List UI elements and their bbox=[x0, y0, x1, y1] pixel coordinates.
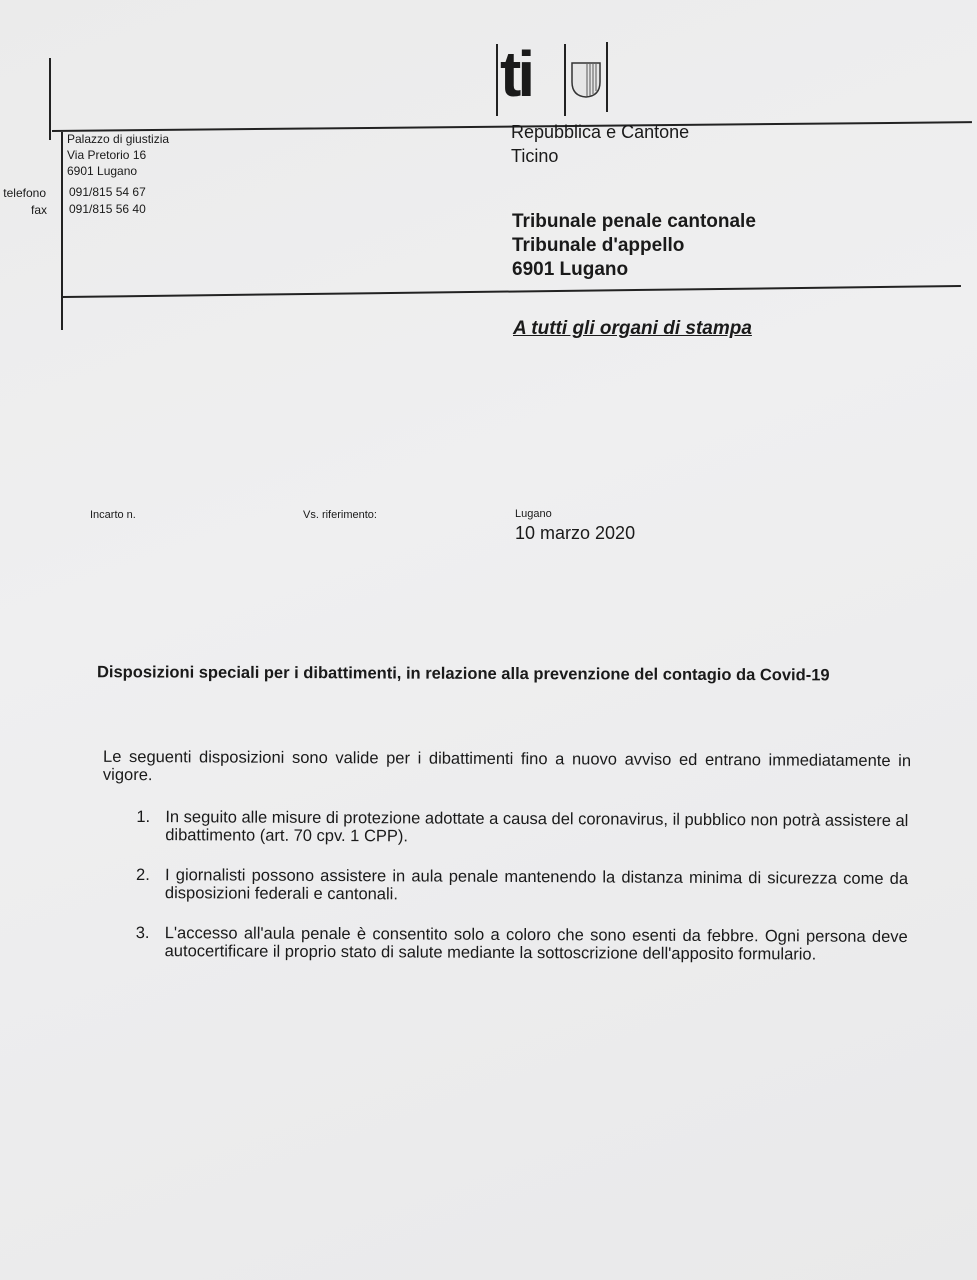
court-line: Tribunale d'appello bbox=[512, 235, 685, 256]
ticino-logo: ti bbox=[500, 38, 532, 110]
reference-label: Vs. riferimento: bbox=[303, 509, 377, 521]
court-line: 6901 Lugano bbox=[512, 259, 629, 280]
phone-number: 091/815 54 67 bbox=[69, 185, 146, 199]
provisions-list bbox=[136, 808, 909, 964]
date: 10 marzo 2020 bbox=[515, 523, 636, 543]
subject: Disposizioni speciali per i dibattimenti, in relazione alla prevenzione del contagio da Covid-19 bbox=[96, 663, 830, 685]
recipient: A tutti gli organi di stampa bbox=[513, 318, 752, 339]
intro-paragraph: Le seguenti disposizioni sono valide per i dibattimenti fino a nuovo avviso ed entrano immediatamente in vigore. bbox=[102, 747, 912, 785]
fax-number: 091/815 56 40 bbox=[69, 202, 146, 216]
logo-rule-2 bbox=[564, 44, 566, 116]
item-number: 2. bbox=[136, 865, 150, 885]
court-line: Tribunale penale cantonale bbox=[512, 211, 756, 232]
item-number: 3. bbox=[135, 923, 150, 943]
state-name bbox=[511, 120, 689, 168]
list-item bbox=[136, 866, 908, 906]
file-number-label: Incarto n. bbox=[90, 509, 136, 521]
state-line: Repubblica e Cantone bbox=[511, 122, 690, 142]
logo-rule-3 bbox=[606, 42, 608, 112]
item-number: 1. bbox=[136, 807, 151, 827]
logo-rule-1 bbox=[496, 44, 498, 116]
fax-label: fax bbox=[30, 203, 47, 217]
phone-label: telefono bbox=[3, 186, 46, 200]
court-name bbox=[512, 210, 756, 282]
address-line: Palazzo di giustizia bbox=[67, 132, 170, 146]
mid-horizontal-rule bbox=[63, 285, 961, 298]
address-line: Via Pretorio 16 bbox=[67, 148, 147, 162]
list-item bbox=[136, 808, 908, 848]
item-text: I giornalisti possono assistere in aula penale mantenendo la distanza minima di sicurezza come da disposizioni federali e cantonali. bbox=[164, 866, 909, 904]
place: Lugano bbox=[515, 508, 552, 520]
list-item bbox=[136, 924, 908, 964]
item-text: In seguito alle misure di protezione adottate a causa del coronavirus, il pubblico non potrà assistere al dibattimento (art. 70 cpv. 1 CPP). bbox=[165, 808, 909, 846]
state-line: Ticino bbox=[511, 146, 559, 166]
address-block bbox=[67, 131, 169, 179]
item-text: L'accesso all'aula penale è consentito solo a coloro che sono esenti da febbre. Ogni persona deve autocertificare il proprio stato di salute mediante la sottoscrizione dell'apposito formulario. bbox=[164, 924, 908, 964]
coat-of-arms-icon bbox=[571, 62, 601, 103]
left-vertical-rule-top bbox=[49, 58, 51, 140]
left-vertical-rule bbox=[61, 132, 63, 330]
address-line: 6901 Lugano bbox=[67, 164, 138, 178]
